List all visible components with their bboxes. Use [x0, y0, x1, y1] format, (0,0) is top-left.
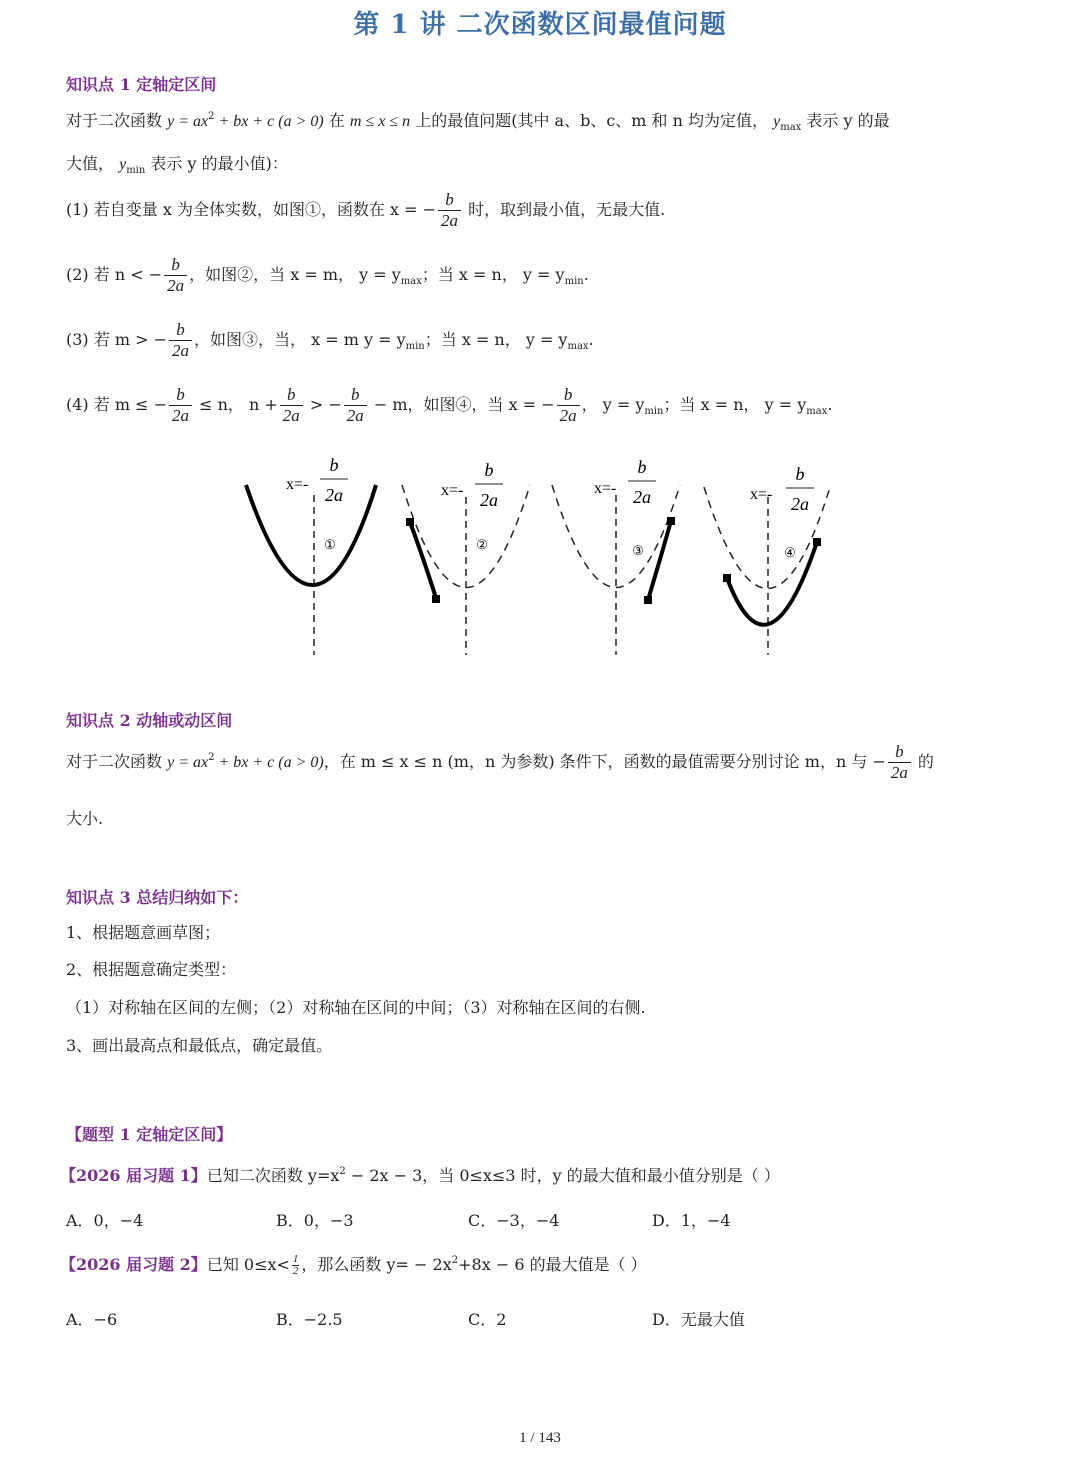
endpoint-n — [432, 595, 440, 603]
k1-intro-line1 — [66, 108, 890, 133]
figure-marker-4: ④ — [784, 545, 796, 560]
q1-option-c: C．−3，−4 — [468, 1211, 560, 1230]
k1-case-3 — [66, 320, 594, 361]
frac-num: b — [795, 464, 805, 484]
text: 对于二次函数 — [66, 111, 168, 130]
k1-case-2 — [66, 255, 589, 296]
parabola-figure-2 — [402, 460, 530, 655]
parabola-figure-3 — [552, 457, 680, 655]
page-title: 第 1 讲 二次函数区间最值问题 — [353, 10, 727, 40]
k3-item-3: （1）对称轴在区间的左侧；（2）对称轴在区间的中间；（3）对称轴在区间的右侧. — [66, 998, 646, 1017]
q2-option-d: D．无最大值 — [652, 1310, 745, 1329]
formula: y = ax — [167, 113, 209, 130]
q1-option-d: D．1，−4 — [652, 1211, 731, 1230]
question-tag: 【2026 届习题 2】 — [60, 1255, 207, 1274]
text: (1) 若自变量 x 为全体实数，如图①，函数在 x = − — [66, 200, 437, 219]
subscript: max — [567, 341, 589, 352]
formula: y = ax — [167, 754, 209, 771]
q1-option-a: A．0，−4 — [66, 1211, 144, 1230]
k1-intro-line2 — [66, 151, 288, 176]
text: > − — [304, 395, 342, 414]
frac-num: b — [484, 460, 494, 480]
text: ，如图②，当 x = m， y = y — [189, 265, 401, 284]
fraction: $\frac{b}{2a}$ — [169, 320, 192, 361]
text: 的 — [912, 752, 934, 771]
superscript: 2 — [339, 1166, 346, 1177]
figure-marker-2: ② — [476, 537, 488, 552]
text: ， y = y — [581, 395, 645, 414]
superscript: 2 — [208, 111, 215, 122]
text: (4) 若 m ≤ − — [66, 395, 167, 414]
question-2 — [60, 1252, 647, 1277]
text: ，在 m ≤ x ≤ n (m，n 为参数) 条件下，函数的最值需要分别讨论 m，n 与 − — [323, 752, 886, 771]
formula: + bx + c (a > 0) — [214, 113, 324, 130]
parabola-figure-1 — [246, 455, 376, 655]
parabola-curve — [246, 485, 376, 585]
subscript: min — [405, 341, 425, 352]
question-tag: 【2026 届习题 1】 — [60, 1166, 207, 1185]
axis-label: x=- — [441, 482, 464, 499]
frac-num: b — [637, 457, 647, 477]
formula: + bx + c (a > 0) — [214, 754, 324, 771]
frac-den: 2a — [633, 487, 651, 507]
subscript: min — [564, 276, 584, 287]
endpoint-n — [667, 517, 675, 525]
figure-marker-1: ① — [324, 537, 336, 552]
k3-item-2: 2、根据题意确定类型： — [66, 960, 237, 979]
text: (2) 若 n < − — [66, 265, 163, 284]
fraction: $\frac{b}{2a}$ — [438, 190, 461, 231]
fraction: $\frac{b}{2a}$ — [344, 385, 367, 426]
section-heading-k1: 知识点 1 定轴定区间 — [66, 75, 217, 94]
k2-line2: 大小. — [66, 809, 104, 828]
text: 时，取到最小值，无最大值. — [463, 200, 666, 219]
endpoint-n — [813, 538, 821, 546]
k1-case-4 — [66, 385, 832, 426]
section-heading-t1: 【题型 1 定轴定区间】 — [66, 1125, 233, 1144]
frac-den: 2a — [791, 494, 809, 514]
endpoint-m — [723, 574, 731, 582]
superscript: 2 — [208, 752, 215, 763]
question-1 — [60, 1163, 780, 1186]
endpoint-m — [644, 596, 652, 604]
y-max: y — [773, 113, 781, 130]
text: 表示 y 的最小值)： — [145, 154, 288, 173]
text: (3) 若 m > − — [66, 330, 167, 349]
k3-item-1: 1、根据题意画草图； — [66, 923, 221, 942]
subscript: max — [400, 276, 422, 287]
axis-label: x=- — [594, 480, 617, 497]
figure-marker-3: ③ — [632, 543, 644, 558]
endpoint-m — [406, 518, 414, 526]
fraction: $\frac{b}{2a}$ — [164, 255, 187, 296]
q2-option-a: A．−6 — [66, 1310, 118, 1329]
subscript: max — [780, 122, 802, 133]
subscript: max — [806, 406, 828, 417]
question-text: 已知 0≤x< — [206, 1255, 290, 1274]
section-heading-k3: 知识点 3 总结归纳如下： — [66, 888, 249, 907]
fraction: $\frac{b}{2a}$ — [280, 385, 303, 426]
question-text: ，那么函数 y= − 2x — [301, 1255, 452, 1274]
interval-segment — [648, 521, 671, 600]
fraction: $\frac{b}{2a}$ — [169, 385, 192, 426]
text: ；当 x = n， y = y — [663, 395, 807, 414]
frac-den: 2a — [325, 485, 343, 505]
frac-num: b — [329, 455, 339, 475]
subscript: min — [644, 406, 664, 417]
text: 表示 y 的最 — [801, 111, 890, 130]
text: . — [827, 395, 833, 414]
superscript: 2 — [451, 1255, 459, 1266]
axis-label: x=- — [286, 476, 309, 493]
section-heading-k2: 知识点 2 动轴或动区间 — [66, 711, 233, 730]
text: ≤ n， n + — [194, 395, 278, 414]
text: 在 — [323, 111, 350, 130]
interval-segment — [410, 522, 436, 598]
y-min: y — [119, 156, 127, 173]
question-text: +8x − 6 的最大值是（ ） — [458, 1255, 647, 1274]
text: ；当 x = n， y = y — [421, 265, 565, 284]
frac-den: 2a — [480, 490, 498, 510]
q2-option-b: B．−2.5 — [276, 1310, 343, 1329]
interval-segment — [727, 542, 817, 625]
text: . — [583, 265, 589, 284]
page-number: 1 / 143 — [519, 1430, 561, 1446]
subscript: min — [126, 165, 146, 176]
text: ，如图③，当， x = m y = y — [194, 330, 406, 349]
fraction: $\frac{b}{2a}$ — [888, 742, 911, 783]
k3-item-4: 3、画出最高点和最低点，确定最值。 — [66, 1036, 333, 1055]
q2-option-c: C．2 — [468, 1310, 507, 1329]
k1-case-1 — [66, 190, 665, 231]
fraction: $\frac{b}{2a}$ — [557, 385, 580, 426]
k2-line1 — [66, 742, 934, 783]
formula: m ≤ x ≤ n — [349, 113, 411, 130]
text: 上的最值问题(其中 a、b、c、m 和 n 均为定值， — [410, 111, 774, 130]
text: . — [588, 330, 594, 349]
parabola-figures — [230, 445, 850, 660]
fraction: $\frac{1}{2}$ — [292, 1253, 299, 1277]
text: ；当 x = n， y = y — [424, 330, 568, 349]
text: 对于二次函数 — [66, 752, 168, 771]
question-text: − 2x − 3，当 0≤x≤3 时，y 的最大值和最小值分别是（ ） — [345, 1166, 780, 1185]
parabola-figure-4 — [704, 464, 830, 655]
question-text: 已知二次函数 y=x — [206, 1166, 340, 1185]
text: 大值， — [66, 154, 120, 173]
q1-option-b: B．0，−3 — [276, 1211, 354, 1230]
axis-label: x=- — [750, 486, 773, 503]
text: − m，如图④，当 x = − — [368, 395, 555, 414]
